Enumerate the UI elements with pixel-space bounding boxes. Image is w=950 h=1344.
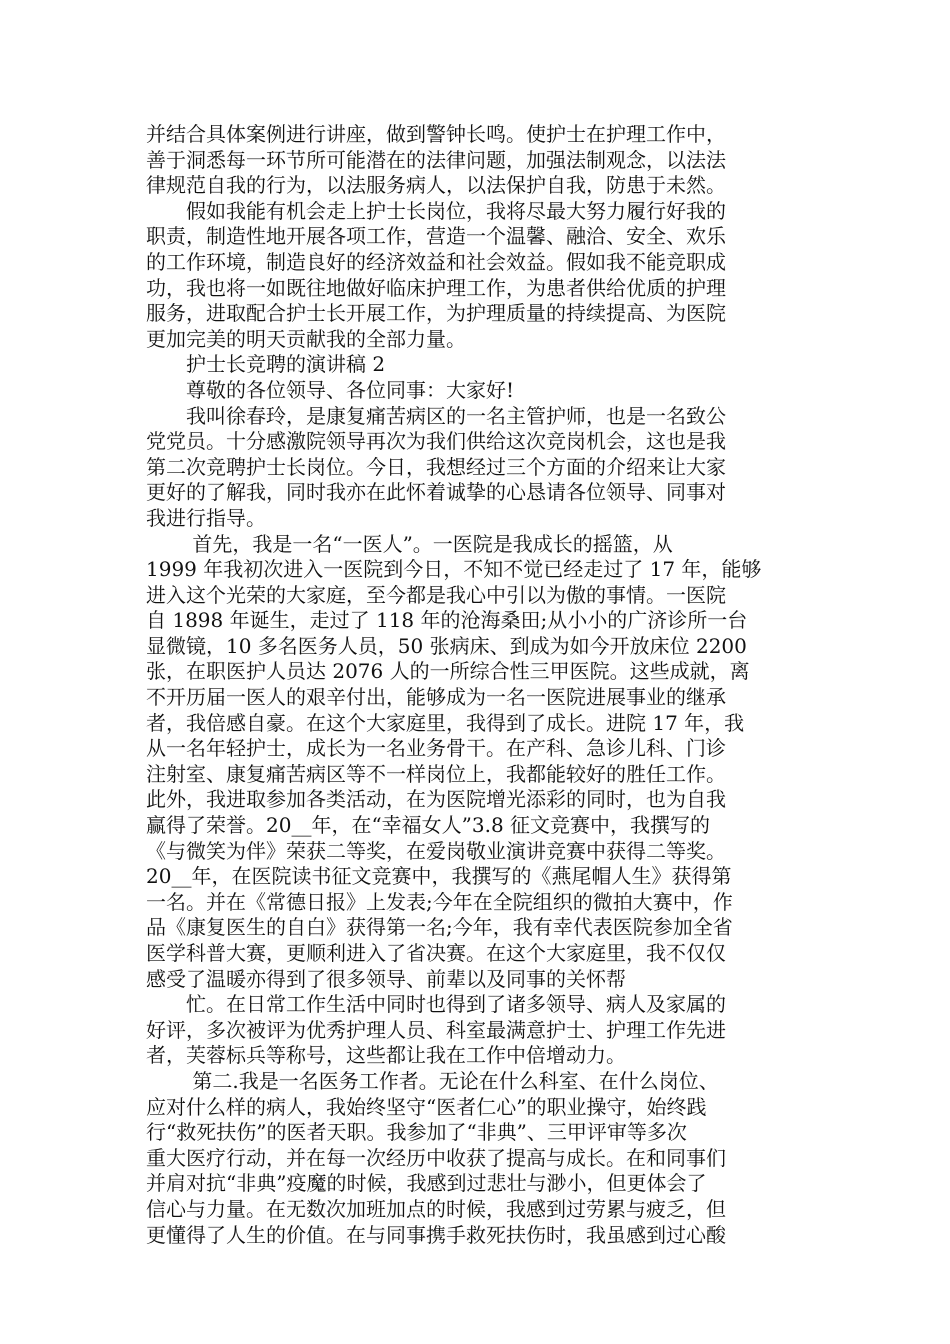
- text-line: 《与微笑为伴》荣获二等奖，在爱岗敬业演讲竞赛中获得二等奖。: [146, 838, 726, 863]
- text-line: 注射室、康复痛苦病区等不一样岗位上，我都能较好的胜任工作。: [146, 761, 726, 786]
- text-line: 律规范自我的行为，以法服务病人，以法保护自我，防患于未然。: [146, 173, 726, 198]
- text-line: 应对什么样的病人，我始终坚守“医者仁心”的职业操守，始终践: [146, 1094, 707, 1119]
- text-line: 职责，制造性地开展各项工作，营造一个温馨、融洽、安全、欢乐: [146, 224, 726, 249]
- text-line: 更懂得了人生的价值。在与同事携手救死扶伤时，我虽感到过心酸: [146, 1222, 726, 1247]
- text-line: 感受了温暖亦得到了很多领导、前辈以及同事的关怀帮: [146, 966, 626, 991]
- text-line: 功，我也将一如既往地做好临床护理工作，为患者供给优质的护理: [146, 275, 726, 300]
- text-line: 进入这个光荣的大家庭，至今都是我心中引以为傲的事情。一医院: [146, 582, 726, 607]
- text-line: 显微镜，10 多名医务人员，50 张病床、到成为如今开放床位 2200: [146, 633, 747, 658]
- text-line: 20__年，在医院读书征文竞赛中，我撰写的《燕尾帽人生》获得第: [146, 864, 732, 889]
- text-line: 好评，多次被评为优秀护理人员、科室最满意护士、护理工作先进: [146, 1017, 726, 1042]
- text-line: 忙。在日常工作生活中同时也得到了诸多领导、病人及家属的: [146, 992, 726, 1017]
- document-body: [146, 122, 836, 1248]
- text-line: 护士长竞聘的演讲稿 2: [146, 352, 386, 377]
- text-line: 服务，进取配合护士长开展工作，为护理质量的持续提高、为医院: [146, 301, 726, 326]
- text-line: 假如我能有机会走上护士长岗位，我将尽最大努力履行好我的: [146, 198, 726, 223]
- text-line: 赢得了荣誉。20__年，在“幸福女人”3.8 征文竞赛中，我撰写的: [146, 813, 711, 838]
- text-line: 医学科普大赛，更顺利进入了省决赛。在这个大家庭里，我不仅仅: [146, 941, 726, 965]
- text-line: 品《康复医生的自白》获得第一名;今年，我有幸代表医院参加全省: [146, 915, 733, 940]
- text-line: 1999 年我初次进入一医院到今日，不知不觉已经走过了 17 年，能够: [146, 557, 762, 582]
- text-line: 此外，我进取参加各类活动，在为医院增光添彩的同时，也为自我: [146, 787, 726, 812]
- text-line: 我叫徐春玲，是康复痛苦病区的一名主管护师，也是一名致公: [146, 403, 726, 428]
- text-line: 从一名年轻护士，成长为一名业务骨干。在产科、急诊儿科、门诊: [146, 736, 726, 761]
- text-line: 更好的了解我，同时我亦在此怀着诚挚的心恳请各位领导、同事对: [146, 480, 726, 505]
- text-line: 信心与力量。在无数次加班加点的时候，我感到过劳累与疲乏，但: [146, 1196, 726, 1221]
- text-line: 善于洞悉每一环节所可能潜在的法律问题，加强法制观念，以法法: [146, 147, 726, 172]
- text-line: 一名。并在《常德日报》上发表;今年在全院组织的微拍大赛中，作: [146, 889, 733, 914]
- text-line: 行“救死扶伤”的医者天职。我参加了“非典”、三甲评审等多次: [146, 1120, 687, 1145]
- text-line: 并肩对抗“非典”疫魔的时候，我感到过悲壮与渺小，但更体会了: [146, 1171, 707, 1196]
- text-line: 者，我倍感自豪。在这个大家庭里，我得到了成长。进院 17 年，我: [146, 710, 745, 735]
- text-line: 重大医疗行动，并在每一次经历中收获了提高与成长。在和同事们: [146, 1145, 726, 1170]
- text-line: 第二次竞聘护士长岗位。今日，我想经过三个方面的介绍来让大家: [146, 454, 726, 479]
- text-line: 张，在职医护人员达 2076 人的一所综合性三甲医院。这些成就，离: [146, 659, 750, 684]
- text-line: 的工作环境，制造良好的经济效益和社会效益。假如我不能竞职成: [146, 249, 726, 274]
- text-line: 党党员。十分感激院领导再次为我们供给这次竞岗机会，这也是我: [146, 429, 726, 454]
- text-line: 我进行指导。: [146, 505, 266, 530]
- text-line: 首先，我是一名“一医人”。一医院是我成长的摇篮，从: [146, 531, 673, 556]
- text-line: 第二.我是一名医务工作者。无论在什么科室、在什么岗位、: [146, 1068, 719, 1093]
- text-line: 者，芙蓉标兵等称号，这些都让我在工作中倍增动力。: [146, 1043, 626, 1068]
- text-line: 不开历届一医人的艰辛付出，能够成为一名一医院进展事业的继承: [146, 685, 726, 710]
- text-line: 自 1898 年诞生，走过了 118 年的沧海桑田;从小小的广济诊所一台: [146, 608, 748, 633]
- text-line: 更加完美的明天贡献我的全部力量。: [146, 326, 466, 351]
- text-line: 尊敬的各位领导、各位同事：大家好!: [146, 377, 515, 402]
- text-line: 并结合具体案例进行讲座，做到警钟长鸣。使护士在护理工作中，: [146, 122, 726, 146]
